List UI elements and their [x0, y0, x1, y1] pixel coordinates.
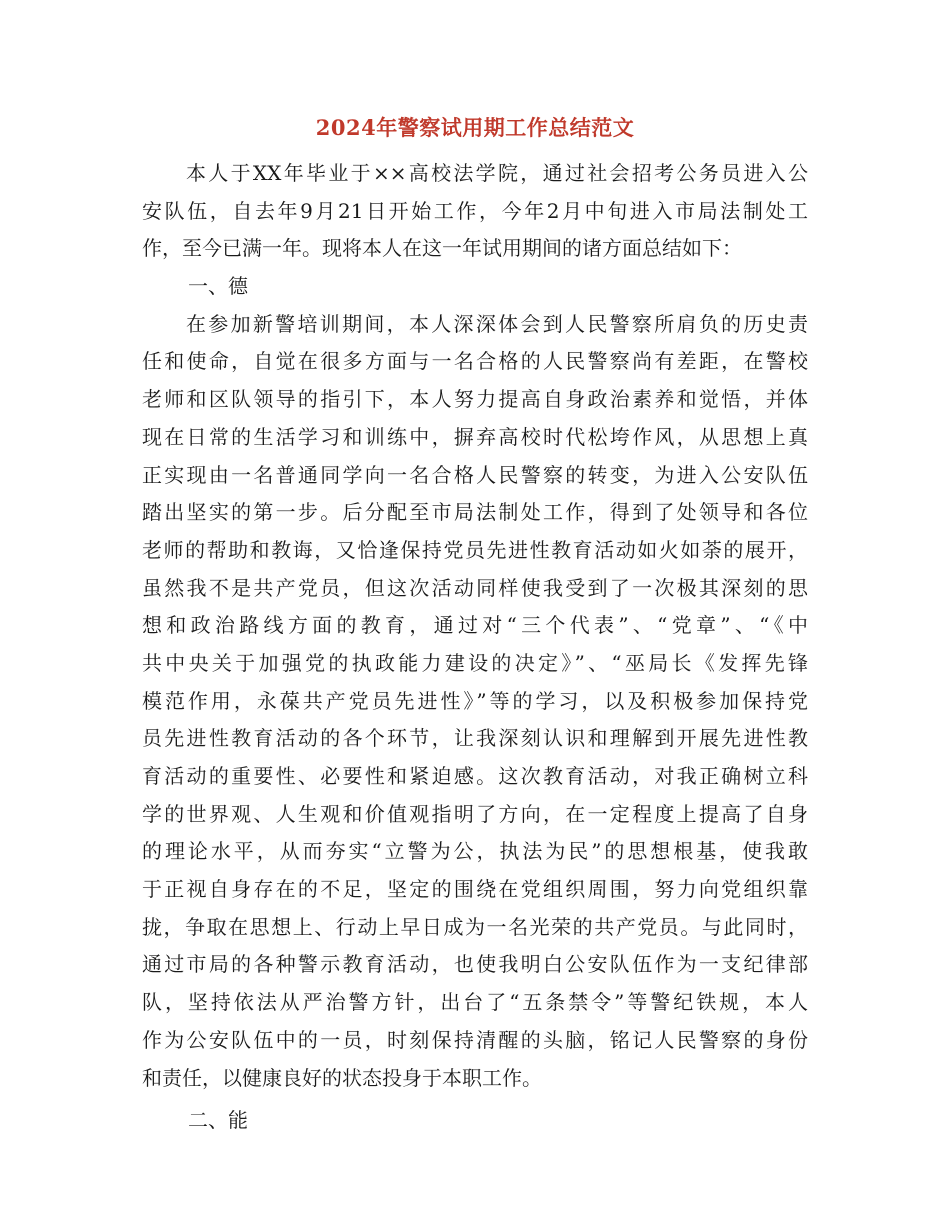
text-line: 安队伍，自去年9月21日开始工作，今年2月中旬进入市局法制处工	[142, 198, 808, 223]
text-line: 学的世界观、人生观和价值观指明了方向，在一定程度上提高了自身	[142, 801, 808, 826]
document-body	[142, 155, 808, 1143]
text-line: 踏出坚实的第一步。后分配至市局法制处工作，得到了处领导和各位	[142, 500, 808, 525]
text-line: 通过市局的各种警示教育活动，也使我明白公安队伍作为一支纪律部	[142, 952, 808, 977]
section-heading-morality: 一、德	[188, 274, 248, 299]
text-line: 现在日常的生活学习和训练中，摒弃高校时代松垮作风，从思想上真	[142, 424, 808, 449]
text-line: 作，至今已满一年。现将本人在这一年试用期间的诸方面总结如下：	[142, 236, 742, 261]
text-line: 正实现由一名普通同学向一名合格人民警察的转变，为进入公安队伍	[142, 462, 808, 487]
text-line: 本人于XX年毕业于××高校法学院，通过社会招考公务员进入公	[186, 161, 808, 185]
text-line: 队，坚持依法从严治警方针，出台了“五条禁令”等警纪铁规，本人	[142, 990, 808, 1015]
text-line: 的理论水平，从而夯实“立警为公，执法为民”的思想根基，使我敢	[142, 839, 808, 864]
document-title: 2024年警察试用期工作总结范文	[315, 115, 635, 140]
morality-paragraph	[142, 306, 808, 1097]
text-line: 作为公安队伍中的一员，时刻保持清醒的头脑，铭记人民警察的身份	[142, 1027, 808, 1052]
text-line: 于正视自身存在的不足，坚定的围绕在党组织周围，努力向党组织靠	[142, 877, 808, 902]
text-line: 拢，争取在思想上、行动上早日成为一名光荣的共产党员。与此同时，	[142, 914, 808, 939]
text-line: 老师的帮助和教诲，又恰逢保持党员先进性教育活动如火如荼的展开，	[142, 537, 808, 562]
text-line: 模范作用，永葆共产党员先进性》”等的学习，以及积极参加保持党	[142, 688, 808, 713]
intro-paragraph	[142, 155, 808, 268]
text-line: 育活动的重要性、必要性和紧迫感。这次教育活动，对我正确树立科	[142, 764, 808, 788]
text-line: 共中央关于加强党的执政能力建设的决定》”、“巫局长《发挥先锋	[142, 650, 808, 675]
text-line: 在参加新警培训期间，本人深深体会到人民警察所肩负的历史责	[186, 311, 808, 336]
text-line: 任和使命，自觉在很多方面与一名合格的人民警察尚有差距，在警校	[142, 349, 808, 374]
text-line: 和责任，以健康良好的状态投身于本职工作。	[142, 1065, 542, 1090]
text-line: 虽然我不是共产党员，但这次活动同样使我受到了一次极其深刻的思	[142, 575, 808, 600]
text-line: 想和政治路线方面的教育，通过对“三个代表”、“党章”、“《中	[142, 613, 808, 638]
text-line: 老师和区队领导的指引下，本人努力提高自身政治素养和觉悟，并体	[142, 387, 808, 412]
section-heading-ability: 二、能	[188, 1108, 248, 1133]
text-line: 员先进性教育活动的各个环节，让我深刻认识和理解到开展先进性教	[142, 726, 808, 751]
